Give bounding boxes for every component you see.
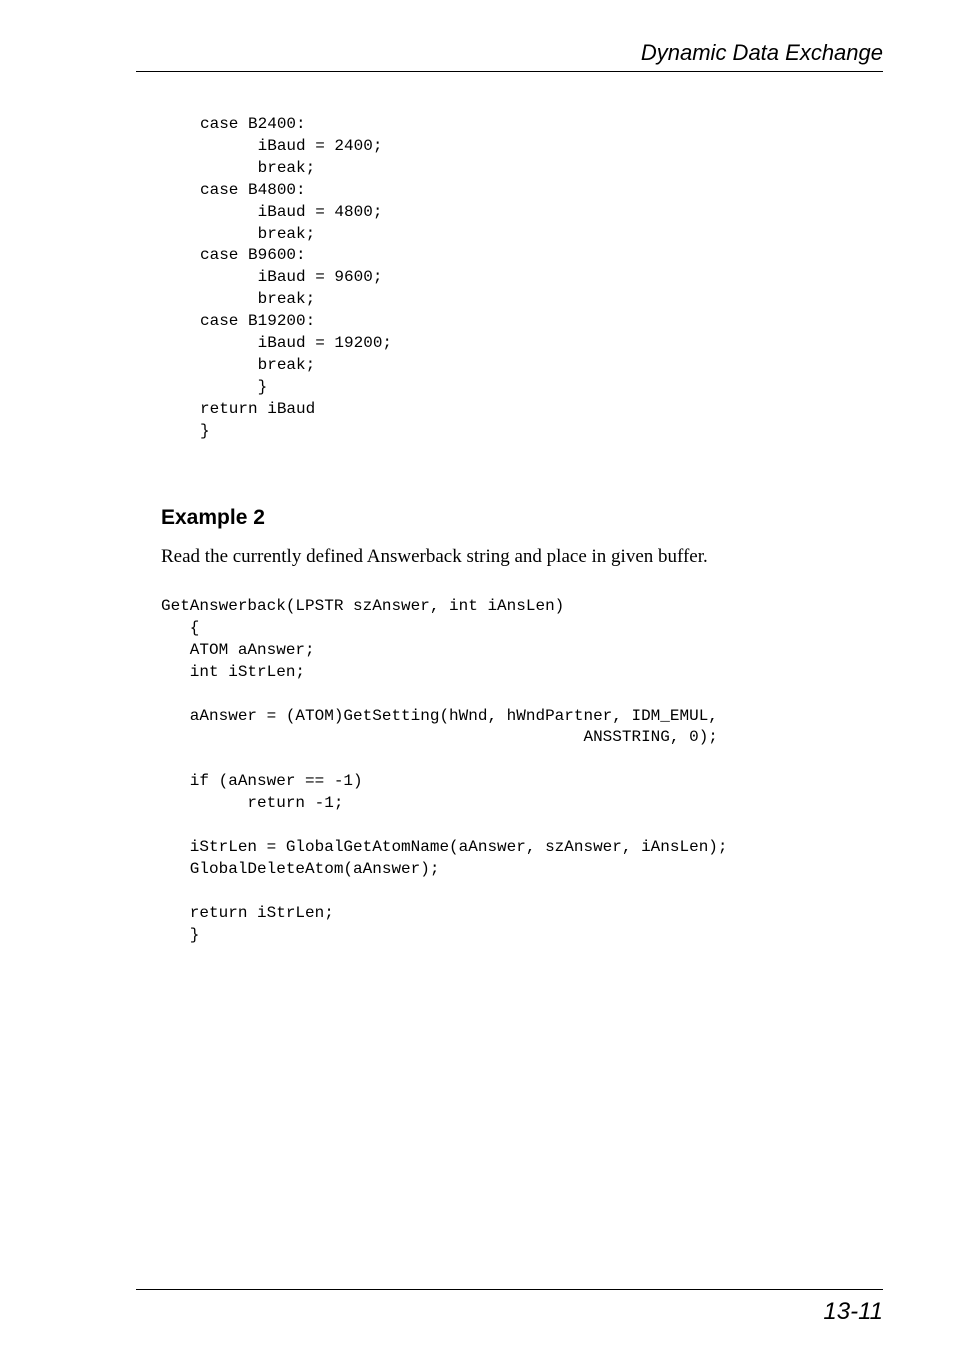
code-block-get-answerback: GetAnswerback(LPSTR szAnswer, int iAnsLen) { ATOM aAnswer; int iStrLen; aAnswer = (ATOM)GetSetting(hWnd, hWndPartner, IDM_EMUL, ANSSTRING, 0); if (aAnswer == -1) return -1; iStrLen = GlobalGetAtomName(aAnswer, szAnswer, iAnsLen); GlobalDeleteAtom(aAnswer); return iStrLen; } — [161, 597, 728, 944]
code-block-baud-switch: case B2400: iBaud = 2400; break; case B4800: iBaud = 4800; break; case B9600: iBaud = 9600; break; case B19200: iBaud = 19200; break; } return iBaud } — [200, 115, 393, 440]
page-number: 13-11 — [823, 1298, 883, 1325]
section-heading: Example 2 — [161, 506, 265, 529]
header-rule — [136, 71, 883, 72]
running-header: Dynamic Data Exchange — [640, 40, 883, 65]
example-description: Read the currently defined Answerback string and place in given buffer. — [161, 546, 708, 567]
footer-rule — [136, 1289, 883, 1290]
